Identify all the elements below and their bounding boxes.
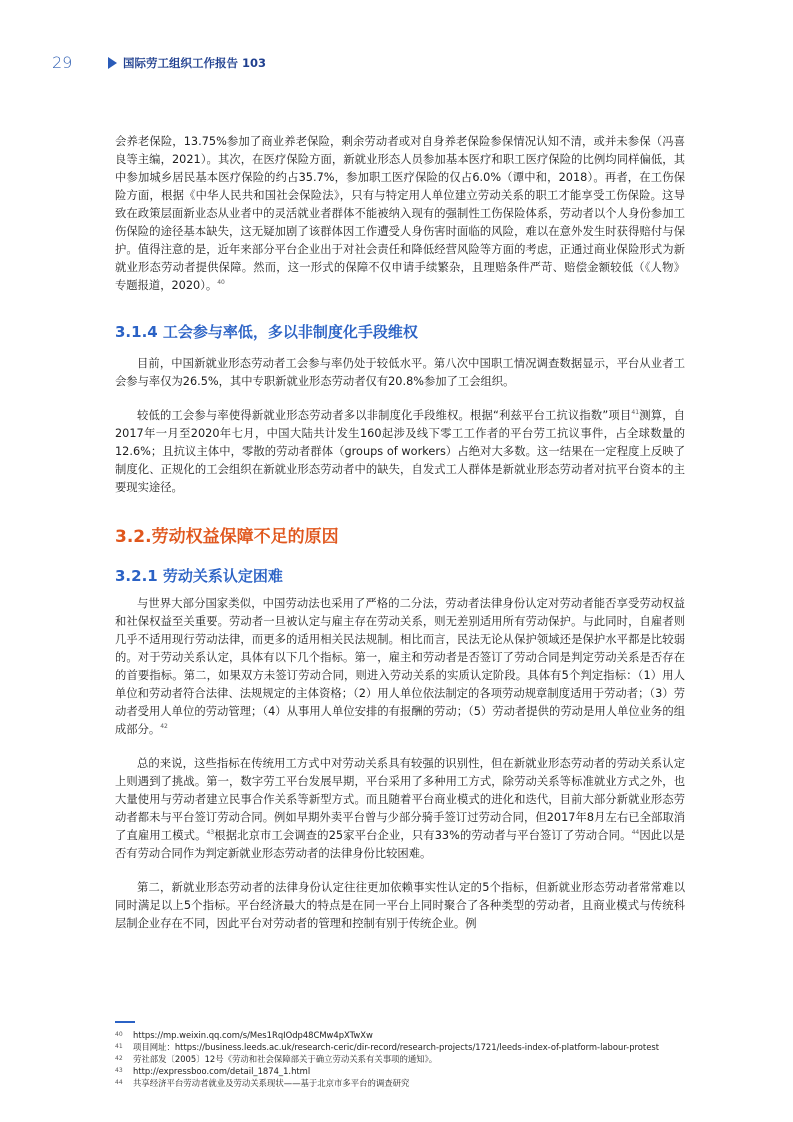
footnote-text: 劳社部发〔2005〕12号《劳动和社会保障部关于确立劳动关系有关事项的通知》。 (133, 1054, 438, 1064)
section-heading-3-1-4: 3.1.4 工会参与率低，多以非制度化手段维权 (115, 323, 418, 341)
paragraph-labour-relation-indicators: 与世界大部分国家类似，中国劳动法也采用了严格的二分法，劳动者法律身份认定对劳动者能否享受劳动权益和社保权益至关重要。劳动者一旦被认定与雇主存在劳动关系，则无差别适用所有劳动保护。与此同时，自雇者则几乎不适用现行劳动法律，而更多的适用相关民法规制。相比而言，民法无论从保护领域还是保护水平都是比较弱的。对于劳动关系认定，具体有以下几个指标。第一，雇主和劳动者是否签订了劳动合同是判定劳动关系是否存在的首要指标。第二，如果双方未签订劳动合同，则进入劳动关系的实质认定阶段。具体有5个判定指标：（1）用人单位和劳动者符合法律、法规规定的主体资格；（2）用人单位依法制定的各项劳动规章制度适用于劳动者；（3）劳动者受用人单位的劳动管理；（4）从事用人单位安排的有报酬的劳动；（5）劳动者提供的劳动是用人单位业务的组成部分。$^{42}$ (115, 597, 685, 736)
page-number: 29 (52, 53, 73, 72)
paragraph-union-rate: 目前，中国新就业形态劳动者工会参与率仍处于较低水平。第八次中国职工情况调查数据显示，平台从业者工会参与率仅为26.5%，其中专职新就业形态劳动者仅有20.8%参加了工会组织。 (115, 357, 685, 388)
footnote-ref-42[interactable]: 42 (160, 723, 168, 731)
footnote-ref-40[interactable]: 40 (217, 279, 225, 287)
footnote-link[interactable]: http://expressboo.com/detail_1874_1.html (133, 1066, 311, 1076)
footnote-40: 40 https://mp.weixin.qq.com/s/Mes1RqIOdp48CMw4pXTwXw (115, 1030, 373, 1040)
running-header-title: 国际劳工组织工作报告 103 (123, 56, 267, 70)
footnote-text: 共享经济平台劳动者就业及劳动关系现状——基于北京市多平台的调查研究 (133, 1078, 410, 1088)
footnote-42: 42 劳社部发〔2005〕12号《劳动和社会保障部关于确立劳动关系有关事项的通知》。 (115, 1054, 438, 1064)
section-heading-3-2-1: 3.2.1 劳动关系认定困难 (115, 567, 283, 585)
section-heading-3-2: 3.2.劳动权益保障不足的原因 (115, 527, 339, 547)
footnotes (115, 1021, 695, 1089)
paragraph-insurance: 会养老保险，13.75%参加了商业养老保险，剩余劳动者或对自身养老保险参保情况认知不清，或并未参保（冯喜良等主编，2021）。其次，在医疗保险方面，新就业形态人员参加基本医疗和职工医疗保险的比例均同样偏低，其中参加城乡居民基本医疗保险的约占35.7%，参加职工医疗保险的仅占6.0%（谭中和，2018）。再者，在工伤保险方面，根据《中华人民共和国社会保险法》，只有与特定用人单位建立劳动关系的职工才能享受工伤保险。这导致在政策层面新业态从业者中的灵活就业者群体不能被纳入现有的强制性工伤保险体系，劳动者以个人身份参加工伤保险的途径基本缺失，这无疑加剧了该群体因工作遭受人身伤害时面临的风险，难以在意外发生时获得赔付与保护。值得注意的是，近年来部分平台企业出于对社会责任和降低经营风险等方面的考虑，正通过商业保险形式为新就业形态劳动者提供保障。然而，这一形式的保障不仅申请手续繁杂，且理赔条件严苛、赔偿金额较低（《人物》专题报道，2020）。$^{40}$ (115, 135, 685, 292)
footnote-44: 44 共享经济平台劳动者就业及劳动关系现状——基于北京市多平台的调查研究 (115, 1078, 410, 1088)
footnote-43: 43 http://expressboo.com/detail_1874_1.html (115, 1066, 311, 1076)
paragraph-challenges: 总的来说，这些指标在传统用工方式中对劳动关系具有较强的识别性，但在新就业形态劳动者的劳动关系认定上则遇到了挑战。第一，数字劳工平台发展早期，平台采用了多种用工方式，除劳动关系等标准就业方式之外，也大量使用与劳动者建立民事合作关系等新型方式。而且随着平台商业模式的进化和迭代，目前大部分新就业形态劳动者都未与平台签订劳动合同。例如早期外卖平台曾与少部分骑手签订过劳动合同，但2017年8月左右已全部取消了直雇用工模式。$^{43}$根据北京市工会调查的25家平台企业，只有33%的劳动者与平台签订了劳动合同。$^{44}$因此以是否有劳动合同作为判定新就业形态劳动者的法律身份比较困难。 (115, 757, 685, 860)
footnote-ref-43[interactable]: 43 (206, 829, 215, 837)
footnote-link[interactable]: https://mp.weixin.qq.com/s/Mes1RqIOdp48CMw4pXTwXw (133, 1030, 373, 1040)
main-content (115, 133, 685, 933)
footnote-41: 41 项目网址：https://business.leeds.ac.uk/research-ceric/dir-record/research-projects/1721/leeds-index-of-platform-labour-protest (115, 1042, 659, 1052)
running-header (108, 55, 266, 71)
paragraph-informal-protest: 较低的工会参与率使得新就业形态劳动者多以非制度化手段维权。根据“利兹平台工抗议指数”项目$^{41}$测算，自2017年一月至2020年七月，中国大陆共计发生160起涉及线下零工工作者的平台劳工抗议事件，占全球数量的12.6%；且抗议主体中，零散的劳动者群体（groups of workers）占绝对大多数。这一结果在一定程度上反映了制度化、正规化的工会组织在新就业形态劳动者中的缺失，自发式工人群体是新就业形态劳动者对抗平台资本的主要现实途径。 (115, 409, 685, 494)
triangle-marker-icon (108, 57, 117, 69)
footnote-text: 项目网址：https://business.leeds.ac.uk/research-ceric/dir-record/research-projects/1721/leeds-index-of-platform-labour-protest (133, 1042, 659, 1052)
footnote-ref-44[interactable]: 44 (631, 829, 640, 837)
footnote-ref-41[interactable]: 41 (631, 409, 640, 417)
footnote-divider (115, 1021, 135, 1023)
paragraph-second-point: 第二，新就业形态劳动者的法律身份认定往往更加依赖事实性认定的5个指标，但新就业形态劳动者常常难以同时满足以上5个指标。平台经济最大的特点是在同一平台上同时聚合了各种类型的劳动者，且商业模式与传统科层制企业存在不同，因此平台对劳动者的管理和控制有别于传统企业。例 (115, 881, 685, 930)
